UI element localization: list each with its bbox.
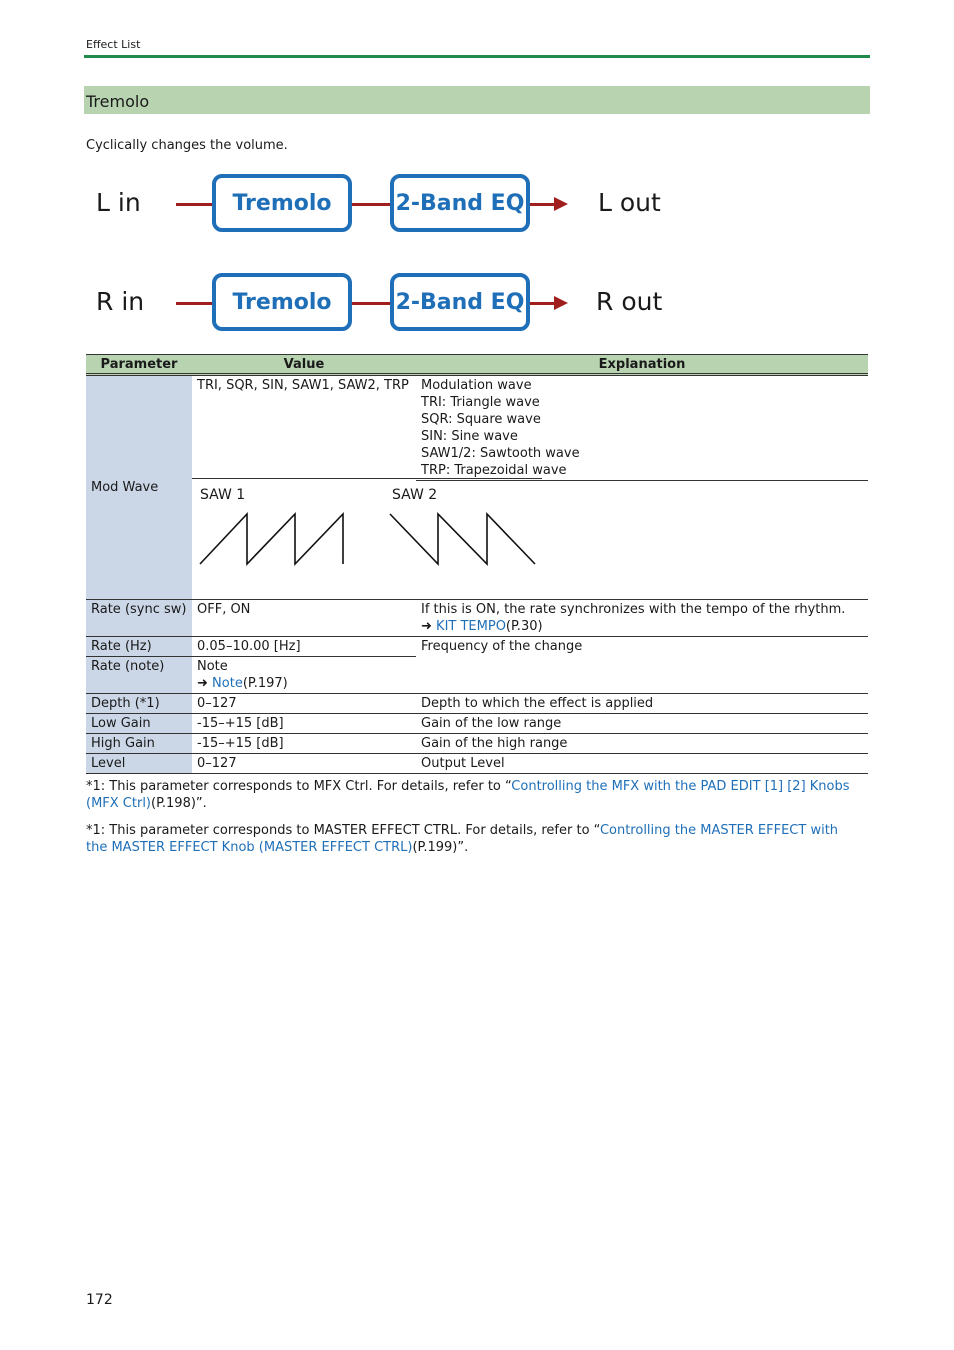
value-line: Note (197, 659, 228, 674)
footnote-master-effect: *1: This parameter corresponds to MASTER EFFECT CTRL. For details, refer to “Controlling the MASTER EFFECT with the MASTER EFFECT Knob (MASTER EFFECT CTRL)(P.199)”. (86, 823, 839, 855)
arrow-link-icon: ➜ (421, 619, 432, 634)
intro-text: Cyclically changes the volume. (86, 138, 288, 153)
left-in-label: L in (96, 188, 141, 217)
param-explanation: Depth to which the effect is applied (416, 694, 868, 714)
table-row (86, 637, 868, 657)
master-effect-ctrl-link[interactable]: Controlling the MASTER EFFECT with the MASTER EFFECT Knob (MASTER EFFECT CTRL) (86, 823, 839, 855)
page-ref: (P.197) (242, 676, 288, 691)
eq-block-right: 2-Band EQ (390, 273, 530, 331)
explanation-line: TRP: Trapezoidal wave (421, 463, 567, 478)
note-link[interactable]: Note (212, 676, 243, 691)
param-explanation: Gain of the high range (416, 734, 868, 754)
saw-waveform-icon (192, 481, 552, 599)
tremolo-block-left: Tremolo (212, 174, 352, 232)
param-value: -15–+15 [dB] (192, 734, 416, 754)
param-explanation (416, 600, 868, 637)
param-name: Rate (Hz) (86, 637, 192, 657)
param-value: OFF, ON (192, 600, 416, 637)
param-name: High Gain (86, 734, 192, 754)
param-value (192, 657, 416, 694)
arrow-right-icon (554, 197, 570, 212)
explanation-line: Modulation wave (421, 378, 532, 393)
kit-tempo-link[interactable]: KIT TEMPO (436, 619, 506, 634)
table-row (86, 694, 868, 714)
arrow-link-icon: ➜ (197, 676, 208, 691)
param-name: Rate (sync sw) (86, 600, 192, 637)
param-explanation: Output Level (416, 754, 868, 774)
footnote-mfx: *1: This parameter corresponds to MFX Ctrl. For details, refer to “Controlling the MFX with the PAD EDIT [1] [2] Knobs (MFX Ctrl)(P.198)”. (86, 779, 850, 811)
signal-line (352, 302, 392, 305)
header-label: Effect List (86, 38, 141, 51)
saw2-label: SAW 2 (392, 487, 438, 503)
table-row (86, 481, 868, 600)
mfx-ctrl-link[interactable]: Controlling the MFX with the PAD EDIT [1] [2] Knobs (MFX Ctrl) (86, 779, 850, 811)
param-value: 0.05–10.00 [Hz] (192, 637, 416, 657)
param-value: 0–127 (192, 694, 416, 714)
param-name: Rate (note) (86, 657, 192, 694)
header-parameter: Parameter (86, 355, 192, 375)
signal-line (352, 203, 392, 206)
table-row (86, 375, 868, 481)
param-name: Mod Wave (86, 375, 192, 600)
parameter-table (86, 354, 868, 774)
divider (192, 478, 542, 479)
arrow-right-icon (554, 296, 570, 311)
page-ref: (P.30) (505, 619, 543, 634)
header-value: Value (192, 355, 416, 375)
explanation-line: SAW1/2: Sawtooth wave (421, 446, 580, 461)
param-explanation: Gain of the low range (416, 714, 868, 734)
param-name: Depth (*1) (86, 694, 192, 714)
explanation-line: TRI: Triangle wave (421, 395, 540, 410)
param-explanation: Frequency of the change (416, 637, 868, 694)
header-explanation: Explanation (416, 355, 868, 375)
header-rule (84, 55, 870, 58)
param-name: Low Gain (86, 714, 192, 734)
tremolo-block-right: Tremolo (212, 273, 352, 331)
signal-line (176, 302, 214, 305)
page-number: 172 (86, 1292, 113, 1308)
table-row (86, 734, 868, 754)
left-out-label: L out (598, 188, 661, 217)
explanation-line: SQR: Square wave (421, 412, 541, 427)
explanation-line: SIN: Sine wave (421, 429, 518, 444)
saw-wave-illustration (192, 481, 868, 600)
param-explanation (416, 375, 868, 481)
table-row (86, 600, 868, 637)
explanation-line: If this is ON, the rate synchronizes with the tempo of the rhythm. (421, 602, 846, 617)
signal-line (176, 203, 214, 206)
param-name: Level (86, 754, 192, 774)
section-bar (84, 86, 870, 114)
right-out-label: R out (596, 287, 663, 316)
param-value: 0–127 (192, 754, 416, 774)
saw1-label: SAW 1 (200, 487, 246, 503)
table-row (86, 754, 868, 774)
param-value: -15–+15 [dB] (192, 714, 416, 734)
section-title: Tremolo (86, 92, 150, 111)
eq-block-left: 2-Band EQ (390, 174, 530, 232)
right-in-label: R in (96, 287, 145, 316)
table-row (86, 714, 868, 734)
param-value: TRI, SQR, SIN, SAW1, SAW2, TRP (197, 378, 409, 393)
